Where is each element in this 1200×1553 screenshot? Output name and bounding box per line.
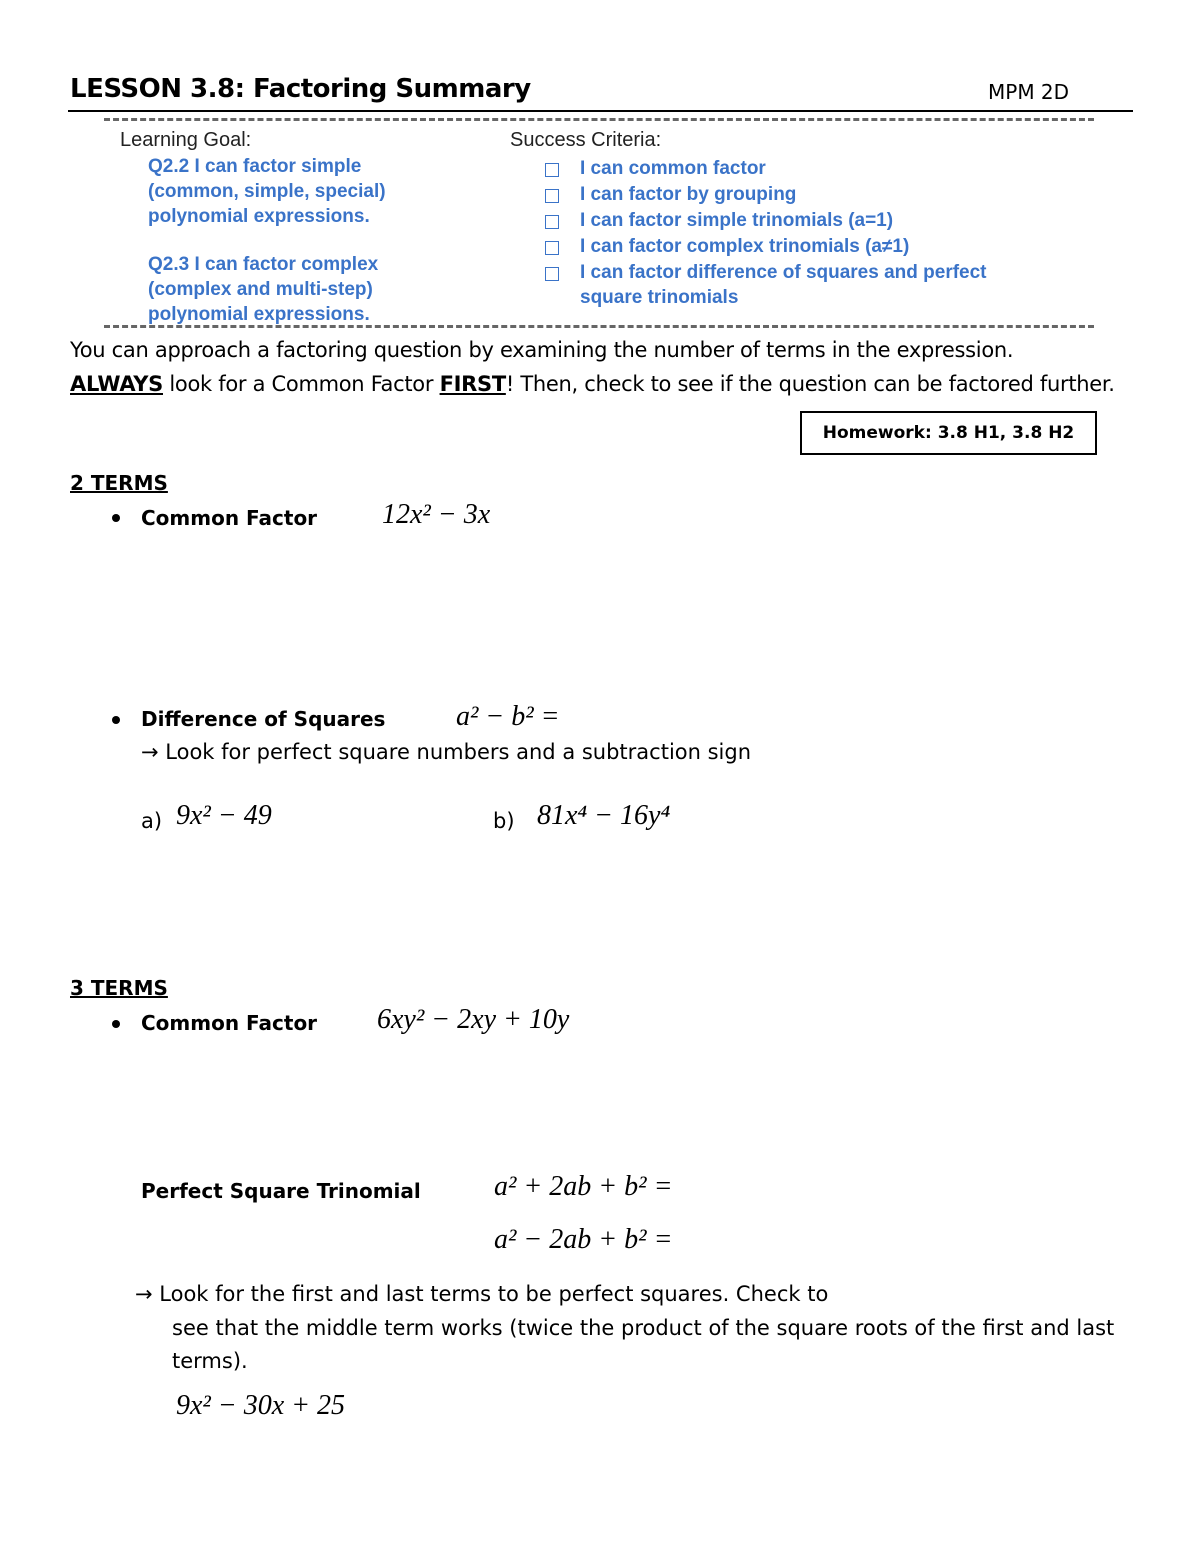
intro-line-2: ALWAYS look for a Common Factor FIRST! Then, check to see if the question can be factored further.	[70, 372, 1115, 396]
goal-box-bottom-border	[104, 325, 1094, 328]
section-two-terms: 2 TERMS	[70, 471, 168, 495]
checkbox-icon[interactable]	[545, 241, 559, 255]
difference-of-squares-label: Difference of Squares	[141, 707, 386, 731]
example-b-expression: 81x⁴ − 16y⁴	[537, 800, 671, 831]
common-factor-expression: 12x² − 3x	[382, 499, 491, 530]
success-criteria-list	[545, 156, 1050, 312]
perfect-square-hint-line2: see that the middle term works (twice the product of the square roots of the first and last terms).	[172, 1316, 1115, 1373]
checkbox-icon[interactable]	[545, 163, 559, 177]
bullet-icon	[112, 716, 120, 724]
goal-line: (common, simple, special)	[148, 181, 386, 202]
learning-goal-heading: Learning Goal:	[120, 129, 252, 151]
example-a-expression: 9x² − 49	[176, 800, 272, 831]
bullet-icon	[112, 514, 120, 522]
intro-line: You can approach a factoring question by examining the number of terms in the expression.	[70, 338, 1014, 362]
learning-goal-q2-3	[148, 252, 378, 327]
goal-line: (complex and multi-step)	[148, 279, 373, 300]
checkbox-icon[interactable]	[545, 267, 559, 281]
goal-line: polynomial expressions.	[148, 206, 370, 227]
checkbox-icon[interactable]	[545, 215, 559, 229]
course-code: MPM 2D	[988, 80, 1070, 104]
checkbox-icon[interactable]	[545, 189, 559, 203]
example-a-label: a)	[141, 809, 163, 833]
always-emphasis: ALWAYS	[70, 372, 163, 396]
perfect-square-hint-line1: → Look for the first and last terms to be perfect squares. Check to	[135, 1282, 829, 1306]
title-rule	[68, 110, 1133, 112]
example-b-label: b)	[493, 809, 515, 833]
intro-paragraph	[70, 333, 1140, 401]
criteria-item: I can common factor	[545, 156, 1050, 182]
homework-box: Homework: 3.8 H1, 3.8 H2	[800, 411, 1097, 455]
perfect-square-minus-expression: a² − 2ab + b² =	[494, 1224, 673, 1255]
bullet-icon	[112, 1020, 120, 1028]
goal-line: polynomial expressions.	[148, 304, 370, 325]
difference-of-squares-expression: a² − b² =	[456, 701, 560, 732]
lesson-title: LESSON 3.8: Factoring Summary	[70, 74, 531, 104]
difference-of-squares-hint: → Look for perfect square numbers and a subtraction sign	[141, 740, 752, 764]
learning-goal-q2-2	[148, 154, 386, 229]
criteria-item: I can factor simple trinomials (a=1)	[545, 208, 1050, 234]
criteria-item: I can factor by grouping	[545, 182, 1050, 208]
common-factor-label: Common Factor	[141, 1011, 318, 1035]
success-criteria-heading: Success Criteria:	[510, 129, 662, 151]
perfect-square-plus-expression: a² + 2ab + b² =	[494, 1171, 673, 1202]
goal-line: Q2.2 I can factor simple	[148, 156, 362, 177]
first-emphasis: FIRST	[439, 372, 506, 396]
section-three-terms: 3 TERMS	[70, 976, 168, 1000]
common-factor-expression: 6xy² − 2xy + 10y	[377, 1004, 570, 1035]
goal-line: Q2.3 I can factor complex	[148, 254, 379, 275]
criteria-item: I can factor complex trinomials (a≠1)	[545, 234, 1050, 260]
perfect-square-example-expression: 9x² − 30x + 25	[176, 1390, 346, 1421]
goal-box-top-border	[104, 118, 1094, 121]
common-factor-label: Common Factor	[141, 506, 318, 530]
perfect-square-trinomial-label: Perfect Square Trinomial	[141, 1179, 421, 1203]
criteria-item: I can factor difference of squares and perfect square trinomials	[545, 260, 1050, 312]
